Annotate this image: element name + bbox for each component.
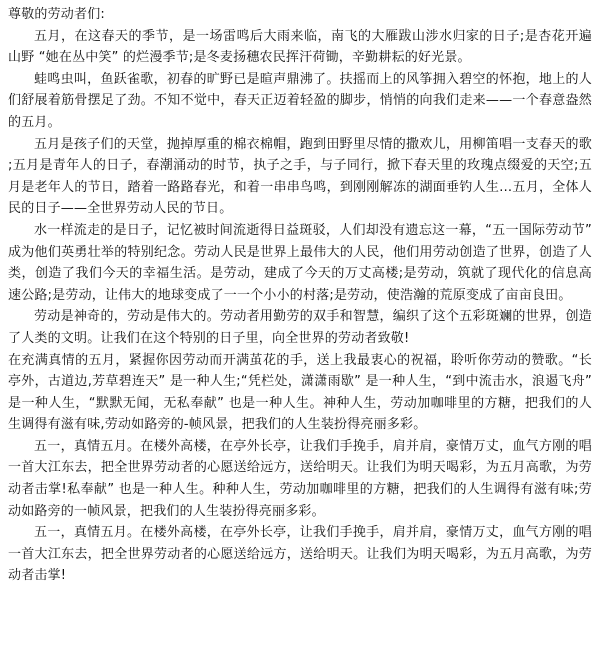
body-paragraph: 水一样流走的是日子，记忆被时间流逝得日益斑驳，人们却没有遗忘这一幕，“五一国际劳动节”成为他们英勇壮举的特别纪念。劳动人民是世界上最伟大的人民，他们用劳动创造了世界，创造了人类，创造了我们今天的幸福生活。是劳动，建成了今天的万丈高楼;是劳动，筑就了现代化的信息高速公路;是劳动，让伟大的地球变成了一一个小小的村落;是劳动，使浩瀚的荒原变成了亩亩良田。 — [8, 222, 592, 303]
greeting-line: 尊敬的劳动者们: — [8, 7, 105, 22]
body-paragraph: 在充满真情的五月，紧握你因劳动而开满茧花的手，送上我最衷心的祝福，聆听你劳动的赞歌。“长亭外，古道边,芳草碧连天” 是一种人生;“凭栏处，潇潇雨歇” 是一种人生，“到中流击水，浪遏飞舟” 是一种人生，“默默无闻，无私奉献” 也是一种人生。神种人生，劳动加咖啡里的方糖，把我们的人生调得有滋有味,劳动如路旁的-帧风景，把我们的人生装扮得亮丽多彩。 — [8, 352, 592, 433]
body-paragraph: 五月是孩子们的天堂，抛掉厚重的棉衣棉帽，跑到田野里尽情的撒欢儿，用柳笛唱一支春天的歌;五月是青年人的日子，春潮涌动的时节，执子之手，与子同行，掀下春天里的玫瑰点缀爱的天空;五月是老年人的节日，踏着一路路春光，和着一串串鸟鸣，到刚刚解冻的湖面垂钓人生…五月，全体人民的日子——全世界劳动人民的节日。 — [8, 136, 592, 217]
body-paragraph: 蛙鸣虫叫，鱼跃雀歌，初春的旷野已是暄声鼎沸了。扶摇而上的风筝拥入碧空的怀抱，地上的人们舒展着筋骨摆足了劲。不知不觉中，春天正迈着轻盈的脚步，悄悄的向我们走来——一个春意盎然的五月。 — [8, 71, 592, 130]
body-paragraphs — [8, 26, 592, 587]
body-paragraph: 五月，在这春天的季节，是一场雷鸣后大雨来临，南飞的大雁跋山涉水归家的日子;是杏花开遍山野 “她在丛中笑” 的烂漫季节;是冬麦扬穗农民挥汗荷锄，辛勤耕耘的好光景。 — [8, 28, 592, 66]
body-paragraph: 劳动是神奇的，劳动是伟大的。劳动者用勤劳的双手和智慧，编织了这个五彩斑斓的世界，创造了人类的文明。让我们在这个特别的日子里，向全世界的劳动者致敬! — [8, 309, 592, 346]
body-paragraph: 五一，真情五月。在楼外高楼，在亭外长亭，让我们手挽手，肩并肩，豪情万丈，血气方刚的唱一首大江东去，把全世界劳动者的心愿送给远方，送给明天。让我们为明天喝彩，为五月高歌，为劳动者击掌!私奉献” 也是一种人生。种种人生，劳动加咖啡里的方糖，把我们的人生调得有滋有味;劳动如路旁的一帧风景，把我们的人生装扮得亮丽多彩。 — [8, 438, 592, 519]
body-paragraph: 五一，真情五月。在楼外高楼，在亭外长亭，让我们手挽手，肩并肩，豪情万丈，血气方刚的唱一首大江东去，把全世界劳动者的心愿送给远方，送给明天。让我们为明天喝彩，为五月高歌，为劳动者击掌! — [8, 525, 592, 584]
